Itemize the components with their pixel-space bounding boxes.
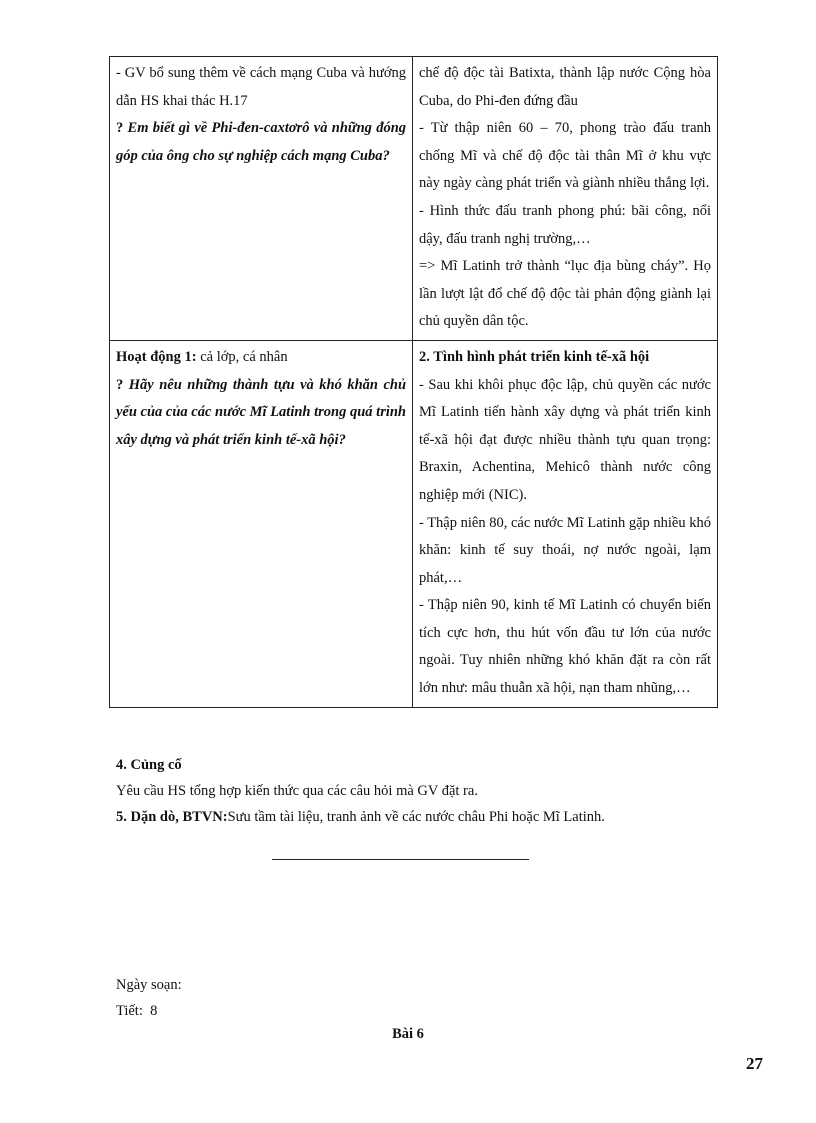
consolidation-heading: 4. Củng cố <box>116 757 182 773</box>
period-line <box>116 998 157 1024</box>
content-paragraph: - Từ thập niên 60 – 70, phong trào đấu tranh chống Mĩ và chế độ độc tài thân Mĩ ở khu vực này ngày càng phát triển và giành nhiều thắng lợi. <box>419 120 711 192</box>
teacher-activity-cell <box>110 57 413 341</box>
date-label: Ngày soạn: <box>116 977 182 993</box>
content-paragraph: chế độ độc tài Batixta, thành lập nước Cộng hòa Cuba, do Phi-đen đứng đầu <box>419 65 711 109</box>
divider-line <box>272 859 529 860</box>
teacher-activity-cell <box>110 340 413 707</box>
teacher-note: - GV bổ sung thêm về cách mạng Cuba và hướng dẫn HS khai thác H.17 <box>116 65 406 109</box>
question-mark: ? <box>116 376 124 393</box>
table-row <box>110 340 718 707</box>
content-paragraph: - Thập niên 80, các nước Mĩ Latinh gặp nhiều khó khăn: kinh tế suy thoái, nợ nước ngoài, lạm phát,… <box>419 514 711 586</box>
question-mark: ? <box>116 120 124 137</box>
lesson-title: Bài 6 <box>392 1026 424 1042</box>
question <box>116 372 406 455</box>
consolidation-text: Yêu cầu HS tổng hợp kiến thức qua các câu hỏi mà GV đặt ra. <box>116 783 478 799</box>
homework-text: Sưu tầm tài liệu, tranh ảnh về các nước châu Phi hoặc Mĩ Latinh. <box>227 809 605 825</box>
activity-line <box>116 344 406 372</box>
content-paragraph: - Hình thức đấu tranh phong phú: bãi công, nổi dậy, đấu tranh nghị trường,… <box>419 202 711 247</box>
question-text: Hãy nêu những thành tựu và khó khăn chủ yếu của của các nước Mĩ Latinh trong quá trình xây dựng và phát triển kinh tế-xã hội? <box>116 376 407 448</box>
content-paragraph: - Thập niên 90, kinh tế Mĩ Latinh có chuyển biến tích cực hơn, thu hút vốn đầu tư lớn của nước ngoài. Tuy nhiên những khó khăn đặt ra còn rất lớn như: mâu thuẫn xã hội, nạn tham nhũng,… <box>419 597 711 697</box>
period-value: 8 <box>150 1003 158 1019</box>
content-paragraph: - Sau khi khôi phục độc lập, chủ quyền các nước Mĩ Latinh tiến hành xây dựng và phát triển kinh tế-xã hội đạt được nhiều thành tựu quan trọng: Braxin, Achentina, Mehicô thành nước công nghiệp mới (NIC). <box>419 376 711 503</box>
homework-label: 5. Dặn dò, BTVN: <box>116 809 228 825</box>
page-number: 27 <box>746 1054 763 1073</box>
period-label: Tiết: <box>116 1003 143 1019</box>
section-heading: 2. Tình hình phát triển kinh tế-xã hội <box>419 348 650 365</box>
lesson-table <box>109 56 718 708</box>
activity-label: Hoạt động 1: <box>116 348 197 365</box>
content-cell <box>413 340 718 707</box>
question <box>116 115 406 170</box>
question-text: Em biết gì về Phi-đen-caxtơrô và những đóng góp của ông cho sự nghiệp cách mạng Cuba? <box>116 120 407 164</box>
content-cell <box>413 57 718 341</box>
activity-text: cả lớp, cá nhân <box>196 348 288 365</box>
homework-line <box>116 804 605 830</box>
content-paragraph: => Mĩ Latinh trở thành “lục địa bùng cháy”. Họ lần lượt lật đổ chế độ độc tài phản động giành lại chủ quyền dân tộc. <box>419 258 711 330</box>
table-row <box>110 57 718 341</box>
